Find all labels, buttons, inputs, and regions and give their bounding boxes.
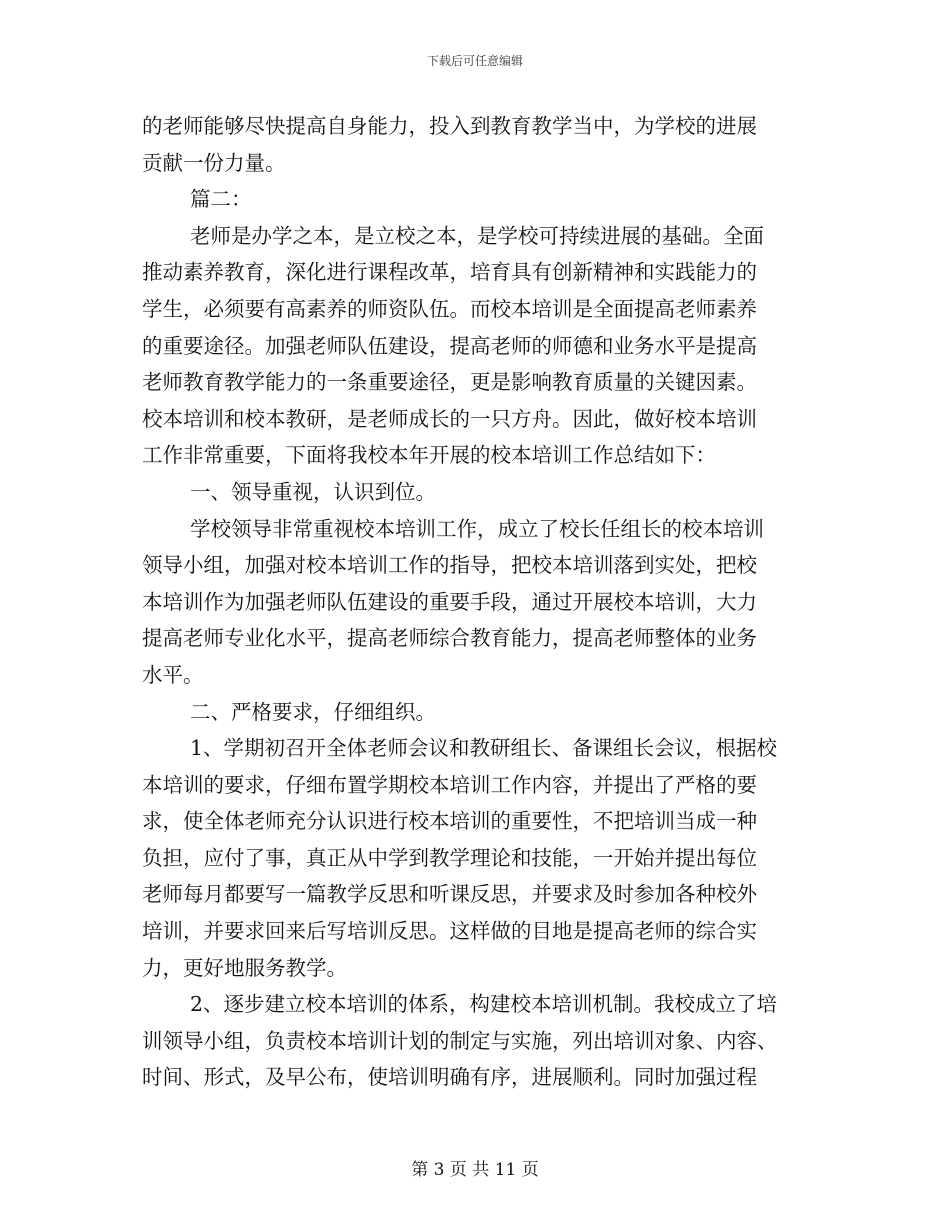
section-heading: 一、领导重视，认识到位。 [190,479,436,504]
page-number: 第 3 页 共 11 页 [411,1160,539,1180]
body-line: 本培训的要求，仔细布置学期校本培训工作内容，并提出了严格的要 [142,772,757,797]
body-line: 老师教育教学能力的一条重要途径，更是影响教育质量的关键因素。 [142,370,757,395]
body-line: 学校领导非常重视校本培训工作，成立了校长任组长的校本培训 [190,516,764,541]
body-line: 工作非常重要，下面将我校本年开展的校本培训工作总结如下： [142,443,716,468]
body-line: 求，使全体老师充分认识进行校本培训的重要性，不把培训当成一种 [142,809,757,834]
body-line: 本培训作为加强老师队伍建设的重要手段，通过开展校本培训，大力 [142,589,757,614]
body-line: 1、学期初召开全体老师会议和教研组长、备课组长会议，根据校 [190,736,778,761]
body-line: 学生，必须要有高素养的师资队伍。而校本培训是全面提高老师素养 [142,296,757,321]
body-line: 培训，并要求回来后写培训反思。这样做的目地是提高老师的综合实 [142,919,757,944]
body-line: 校本培训和校本教研，是老师成长的一只方舟。因此，做好校本培训 [142,406,757,431]
body-line: 水平。 [142,662,204,687]
section-title: 篇二： [190,187,252,212]
body-line: 推动素养教育，深化进行课程改革，培育具有创新精神和实践能力的 [142,260,757,285]
body-line: 老师是办学之本，是立校之本，是学校可持续进展的基础。全面 [190,223,764,248]
body-line: 老师每月都要写一篇教学反思和听课反思，并要求及时参加各种校外 [142,882,757,907]
document-body [142,108,810,1096]
body-line: 的老师能够尽快提高自身能力，投入到教育教学当中，为学校的进展 [142,114,757,138]
section-heading: 二、严格要求，仔细组织。 [190,699,436,724]
body-line: 力，更好地服务教学。 [142,955,347,980]
body-line: 领导小组，加强对校本培训工作的指导，把校本培训落到实处，把校 [142,553,757,578]
body-line: 时间、形式，及早公布，使培训明确有序，进展顺利。同时加强过程 [142,1065,757,1090]
body-line: 训领导小组，负责校本培训计划的制定与实施，列出培训对象、内容、 [142,1028,778,1053]
body-line: 负担，应付了事，真正从中学到教学理论和技能，一开始并提出每位 [142,845,757,870]
page-header: 下载后可任意编辑 [426,54,523,68]
body-line: 贡献一份力量。 [142,150,286,175]
body-line: 2、逐步建立校本培训的体系，构建校本培训机制。我校成立了培 [190,992,778,1017]
body-line: 提高老师专业化水平，提高老师综合教育能力，提高老师整体的业务 [142,626,757,651]
body-line: 的重要途径。加强老师队伍建设，提高老师的师德和业务水平是提高 [142,333,757,358]
